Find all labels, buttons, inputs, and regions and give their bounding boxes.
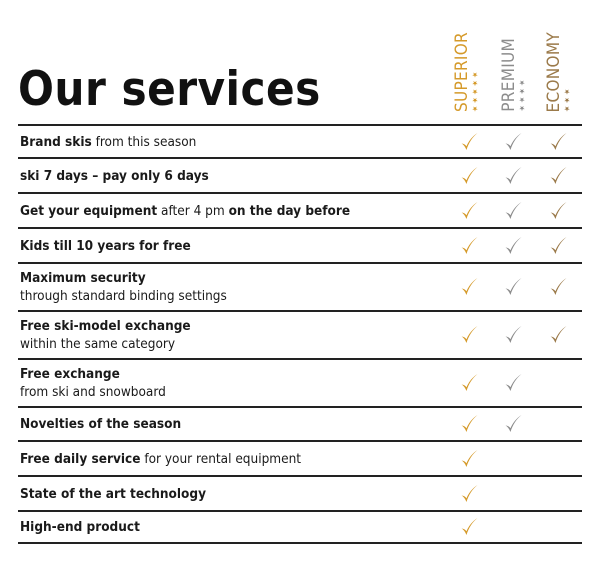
service-text-segment: Free daily service [20,450,141,467]
service-description [18,365,438,401]
check-cell-premium [498,229,528,262]
service-text-segment: on the day before [228,202,351,219]
checkmark-icon [548,131,568,153]
service-subtitle-line: from ski and snowboard [20,384,166,400]
checkmark-icon [459,448,479,470]
check-cell-economy [543,159,573,192]
checkmark-icon [459,235,479,257]
check-cell-economy [543,264,573,310]
service-description [18,167,438,185]
check-cell-superior [454,408,484,440]
table-row [18,358,582,406]
service-text-segment: after 4 pm [157,202,229,219]
table-row [18,310,582,358]
service-text-segment: for your rental equipment [140,450,302,467]
column-label-economy: ECONOMY [544,31,564,112]
check-cell-superior [454,194,484,227]
checkmark-icon [503,276,523,298]
check-cell-economy [543,126,573,157]
check-cell-economy [543,194,573,227]
checkmark-icon [548,200,568,222]
service-title-line [20,485,438,503]
service-description [18,518,438,536]
service-title-line [20,269,438,287]
checkmark-icon [548,324,568,346]
check-cell-superior [454,312,484,358]
checkmark-icon [503,372,523,394]
checkmark-icon [503,235,523,257]
service-title-line [20,518,438,536]
service-subtitle-line: within the same category [20,336,176,352]
check-cell-premium [498,408,528,440]
checkmark-icon [459,324,479,346]
table-row [18,227,582,262]
service-text-segment: State of the art technology [20,485,207,502]
service-text-segment: Kids till 10 years for free [20,237,191,254]
service-description [18,485,438,503]
service-description [18,202,438,220]
check-cell-premium [498,126,528,157]
check-cell-premium [498,159,528,192]
service-text-segment: Free exchange [20,366,120,382]
checkmark-icon [548,165,568,187]
check-cell-superior [454,126,484,157]
service-description [18,269,438,305]
table-row [18,406,582,440]
service-text-segment: Free ski-model exchange [20,318,191,334]
checkmark-icon [459,131,479,153]
check-cell-superior [454,442,484,475]
service-description [18,415,438,433]
checkmark-icon [459,276,479,298]
check-cell-superior [454,159,484,192]
table-row [18,157,582,192]
table-row [18,262,582,310]
column-header-premium [500,28,530,112]
star-rating-economy: ★★★ [563,86,571,112]
service-title-line [20,450,438,468]
check-cell-economy [543,312,573,358]
table-row [18,510,582,544]
service-description [18,317,438,353]
column-header-superior [453,28,483,112]
check-cell-premium [498,312,528,358]
service-text-segment: Get your equipment [20,202,158,219]
table-row [18,124,582,157]
column-header-economy [545,28,575,112]
check-cell-superior [454,360,484,406]
table-row [18,192,582,227]
service-description [18,237,438,255]
table-row [18,440,582,475]
service-title-line [20,237,438,255]
checkmark-icon [459,413,479,435]
checkmark-icon [459,165,479,187]
table-row [18,475,582,510]
check-cell-superior [454,477,484,510]
star-rating-superior: ★★★★★ [471,69,479,112]
service-text-segment: Brand skis [20,133,92,150]
check-cell-superior [454,512,484,542]
star-rating-premium: ★★★★ [518,78,526,112]
service-description [18,450,438,468]
checkmark-icon [459,200,479,222]
checkmark-icon [503,200,523,222]
check-cell-premium [498,194,528,227]
checkmark-icon [503,131,523,153]
service-title-line [20,317,438,335]
service-title-line [20,415,438,433]
service-description [18,133,438,151]
service-text-segment: Maximum security [20,270,146,286]
service-text-segment: from this season [91,133,197,150]
service-subtitle-line: through standard binding settings [20,288,227,304]
checkmark-icon [548,276,568,298]
check-cell-premium [498,360,528,406]
check-cell-superior [454,229,484,262]
check-cell-premium [498,264,528,310]
service-text-segment: High-end product [20,519,140,535]
service-title-line [20,167,438,185]
checkmark-icon [459,516,479,538]
service-title-line [20,365,438,383]
page-title: Our services [18,62,321,117]
checkmark-icon [503,165,523,187]
checkmark-icon [503,413,523,435]
column-label-premium: PREMIUM [499,38,519,112]
checkmark-icon [459,372,479,394]
service-title-line [20,202,438,220]
service-text-segment: ski 7 days – pay only 6 days [20,167,209,184]
checkmark-icon [548,235,568,257]
checkmark-icon [503,324,523,346]
services-table [18,124,582,544]
service-text-segment: Novelties of the season [20,416,182,432]
check-cell-superior [454,264,484,310]
check-cell-economy [543,229,573,262]
column-label-superior: SUPERIOR [452,32,472,112]
checkmark-icon [459,483,479,505]
service-title-line [20,133,438,151]
